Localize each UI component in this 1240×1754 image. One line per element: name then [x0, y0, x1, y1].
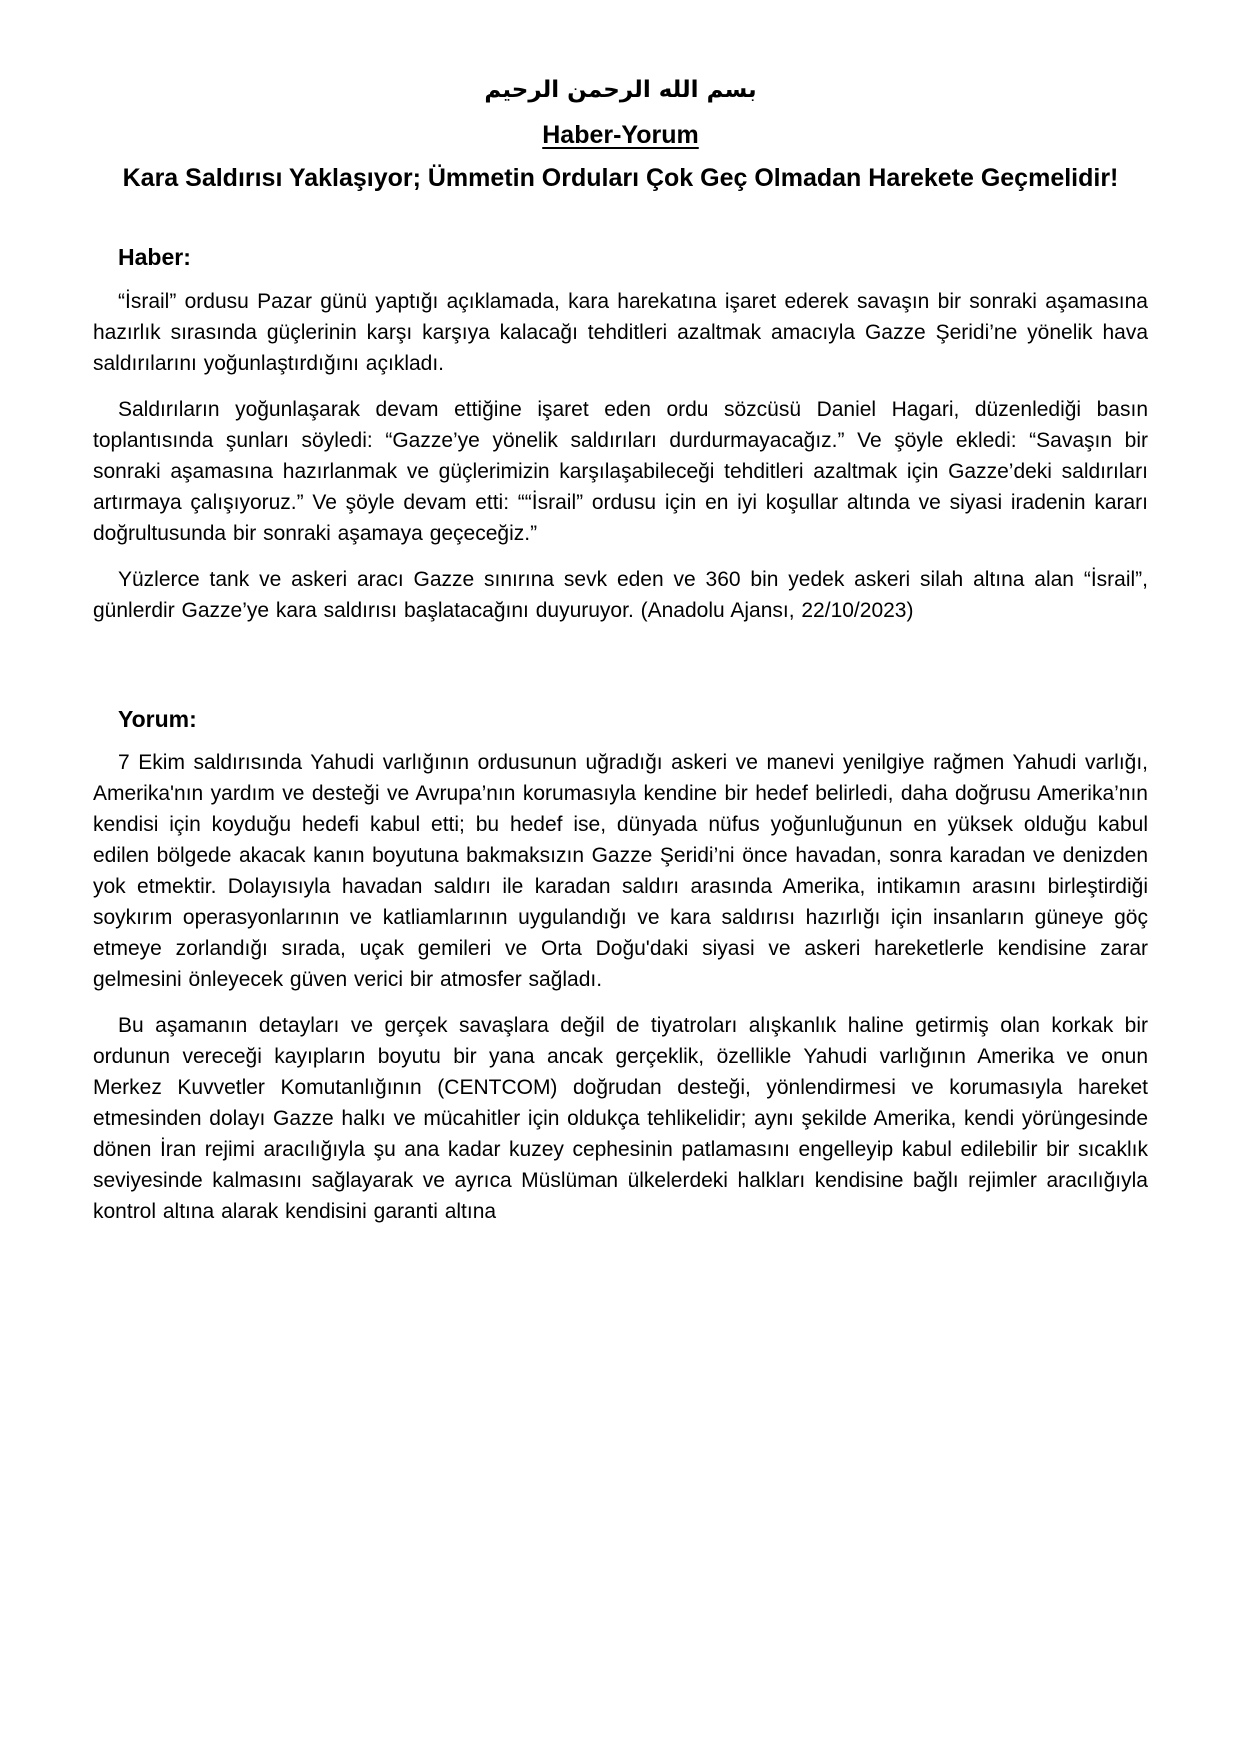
haber-paragraph-3: Yüzlerce tank ve askeri aracı Gazze sınırına sevk eden ve 360 bin yedek askeri silah altına alan “İsrail”, günlerdir Gazze’ye kara saldırısı başlatacağını duyuruyor. (Anadolu Ajansı, 22/10/2023): [93, 567, 1148, 622]
section-haber: [93, 244, 1148, 626]
yorum-paragraph-2: Bu aşamanın detayları ve gerçek savaşlara değil de tiyatroları alışkanlık haline getirmiş olan korkak bir ordunun vereceği kayıpların boyutu bir yana ancak gerçeklik, özellikle Yahudi varlığının Amerika ve onun Merkez Kuvvetler Komutanlığının (CENTCOM) doğrudan desteği, yönlendirmesi ve korumasıyla hareket etmesinden dolayı Gazze halkı ve mücahitler için oldukça tehlikelidir; aynı şekilde Amerika, kendi yörüngesinde dönen İran rejimi aracılığıyla şu ana kadar kuzey cephesinin patlamasını engelleyip kabul edilebilir bir sıcaklık seviyesinde kalmasını sağlayarak ve ayrıca Müslüman ülkelerdeki halkları kendisine bağlı rejimler aracılığıyla kontrol altına alarak kendisini garanti altına: [93, 1014, 1148, 1224]
section-heading-yorum: Yorum:: [118, 705, 197, 732]
haber-paragraph-2: Saldırıların yoğunlaşarak devam ettiğine işaret eden ordu sözcüsü Daniel Hagari, düzenlediği basın toplantısında şunları söyledi: “Gazze’ye yönelik saldırıları durdurmayacağız.” Ve şöyle ekledi: “Savaşın bir sonraki aşamasına hazırlanmak ve güçlerimizin karşılaşabileceği tehditleri azaltmak için Gazze’deki saldırıları artırmaya çalışıyoruz.” Ve şöyle devam etti: ““İsrail” ordusu için en iyi koşullar altında ve siyasi iradenin kararı doğrultusunda bir sonraki aşamaya geçeceğiz.”: [93, 397, 1148, 545]
basmala-text: بسم الله الرحمن الرحيم: [484, 77, 757, 103]
haber-paragraph-1: “İsrail” ordusu Pazar günü yaptığı açıklamada, kara harekatına işaret ederek savaşın bir sonraki aşamasına hazırlık sırasında güçlerinin karşı karşıya kalacağı tehditleri azaltmak amacıyla Gazze Şeridi’ne yönelik hava saldırılarını yoğunlaştırdığını açıkladı.: [93, 289, 1148, 375]
section-yorum: [93, 706, 1148, 1228]
document-title: Kara Saldırısı Yaklaşıyor; Ümmetin Orduları Çok Geç Olmadan Harekete Geçmelidir!: [122, 164, 1119, 192]
section-heading-haber: Haber:: [118, 244, 191, 270]
document-header: Haber-Yorum: [542, 120, 699, 149]
yorum-paragraph-1: 7 Ekim saldırısında Yahudi varlığının ordusunun uğradığı askeri ve manevi yenilgiye rağmen Yahudi varlığı, Amerika'nın yardım ve desteği ve Avrupa’nın korumasıyla kendine bir hedef belirledi, daha doğrusu Amerika’nın kendisi için koyduğu hedefi kabul etti; bu hedef ise, dünyada nüfus yoğunluğunun en yüksek olduğu kabul edilen bölgede akacak kanın boyutuna bakmaksızın Gazze Şeridi’ni önce havadan, sonra karadan ve denizden yok etmektir. Dolayısıyla havadan saldırı ile karadan saldırı arasında Amerika, intikamın arasını birleştirdiği soykırım operasyonlarının ve katliamlarının uygulandığı ve kara saldırısı hazırlığı için insanların güneye göç etmeye zorlandığı sırada, uçak gemileri ve Orta Doğu'daki siyasi ve askeri hareketlerle kendisine zarar gelmesini önleyecek güven verici bir atmosfer sağladı.: [93, 751, 1148, 992]
